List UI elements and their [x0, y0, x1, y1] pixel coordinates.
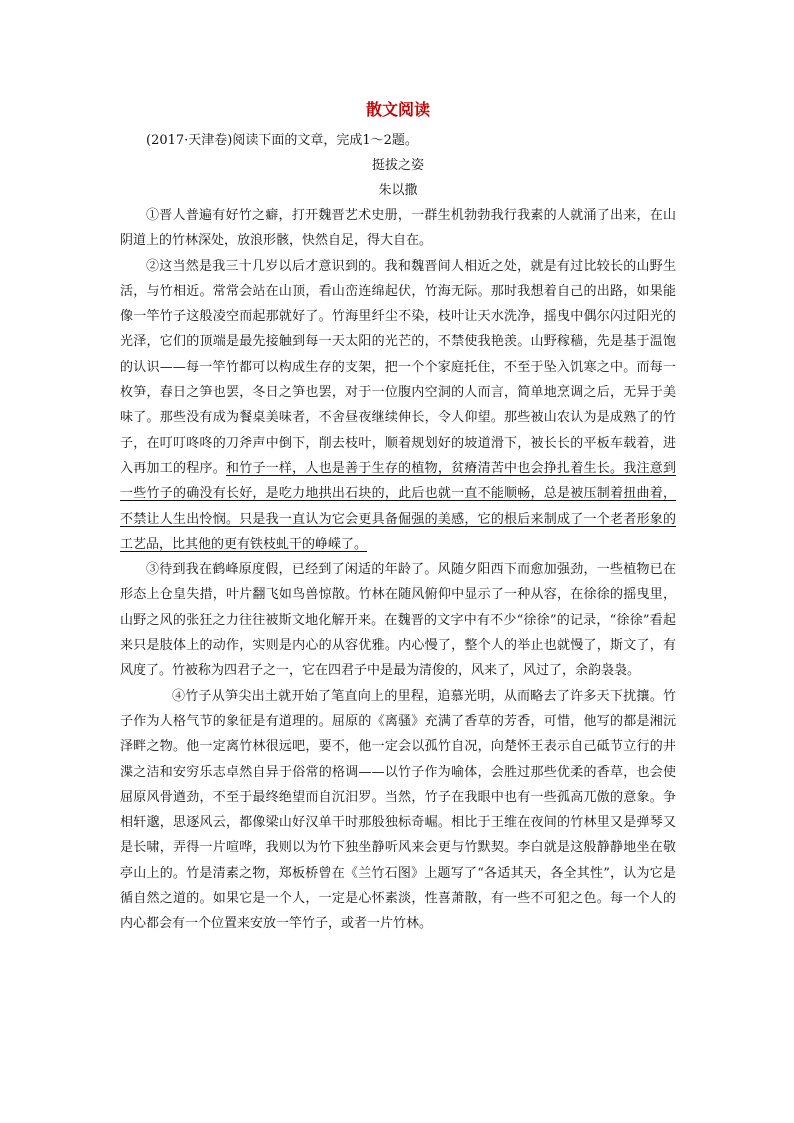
- essay-title: 挺拔之姿: [371, 158, 424, 173]
- document-page: [120, 96, 676, 937]
- paragraph-3: ③待到我在鹤峰原度假，已经到了闲适的年龄了。风随夕阳西下而愈加强劲，一些植物已在形态上仓皇失措，叶片翻飞如鸟兽惊散。竹林在随风俯仰中显示了一种从容，在徐徐的摇曳里，山野之风的张狂之力往往被斯文地化解开来。在魏晋的文字中有不少“徐徐”的记录，“徐徐”看起来只是肢体上的动作，实则是内心的从容优雅。内心慢了，整个人的举止也就慢了，斯文了，有风度了。竹被称为四君子之一，它在四君子中是最为清俊的，风来了，风过了，余韵袅袅。: [120, 562, 676, 679]
- document-title: 散文阅读: [365, 100, 430, 119]
- paragraph-1: ①晋人普遍有好竹之癖，打开魏晋艺术史册，一群生机勃勃我行我素的人就涌了出来，在山阴道上的竹林深处，放浪形骸，快然自足，得大自在。: [120, 208, 676, 249]
- paragraph-2-text: ②这当然是我三十几岁以后才意识到的。我和魏晋间人相近之处，就是有过比较长的山野生活，与竹相近。常常会站在山顶，看山峦连绵起伏，竹海无际。那时我想着自己的出路，如果能像一竿竹子这般凌空而起那就好了。竹海里纤尘不染，枝叶让天水洗净，摇曳中偶尔闪过阳光的光泽，它们的顶端是最先接触到每一天太阳的光芒的，不禁使我艳羡。山野稼穑，先是基于温饱的认识——每一竿竹都可以构成生存的支架，把一个个家庭托住，不至于坠入饥寒之中。而每一枚笋，春日之笋也罢，冬日之笋也罢，对于一位腹内空洞的人而言，简单地烹调之后，无异于美味了。那些没有成为餐桌美味者，不舍昼夜继续伸长，令人仰望。那些被山农认为是成熟了的竹子，在叮叮咚咚的刀斧声中倒下，削去枝叶，顺着规划好的坡道滑下，被长长的平板车载着，进入再加工的程序。: [120, 258, 676, 476]
- paragraph-4: ④竹子从笋尖出土就开始了笔直向上的里程，追慕光明，从而略去了许多天下扰攘。竹子作为人格气节的象征是有道理的。屈原的《离骚》充满了香草的芳香，可惜，他写的都是湘沅泽畔之物。他一定离竹林很远吧，要不，他一定会以孤竹自况，向楚怀王表示自己砥节立行的井渫之洁和安穷乐志卓然自异于俗常的格调——以竹子作为喻体，会胜过那些优柔的香草，也会使屈原风骨遒劲，不至于最终绝望而自沉汨罗。当然，竹子在我眼中也有一些孤高兀傲的意象。争相轩邈，思逐风云，都像梁山好汉单干时那般独标奇崛。相比于王维在夜间的竹林里又是弹琴又是长啸，弄得一片喧哗，我则以为竹下独坐静听风来会更与竹默契。李白就是这般静静地坐在敬亭山上的。竹是清素之物，郑板桥曾在《兰竹石图》上题写了“各适其天，各全其性”，认为它是循自然之道的。如果它是一个人，一定是心怀素淡，性喜萧散，有一些不可犯之色。每一个人的内心都会有一个位置来安放一竿竹子，或者一片竹林。: [120, 688, 676, 932]
- essay-author: 朱以撒: [378, 183, 418, 198]
- paragraph-2: [120, 254, 676, 558]
- paragraph-2-underlined-text: 和竹子一样，人也是善于生存的植物，贫瘠清苦中也会挣扎着生长。我注意到一些竹子的确没有长好，是吃力地拱出石块的，此后也就一直不能顺畅，总是被压制着扭曲着，不禁让人生出怜悯。只是我一直认为它会更具备倔强的美感，它的根后来制成了一个老者形象的工艺品，比其他的更有铁枝虬干的峥嵘了。: [120, 460, 676, 552]
- question-source-line: (2017·天津卷)阅读下面的文章，完成1～2题。: [146, 133, 418, 148]
